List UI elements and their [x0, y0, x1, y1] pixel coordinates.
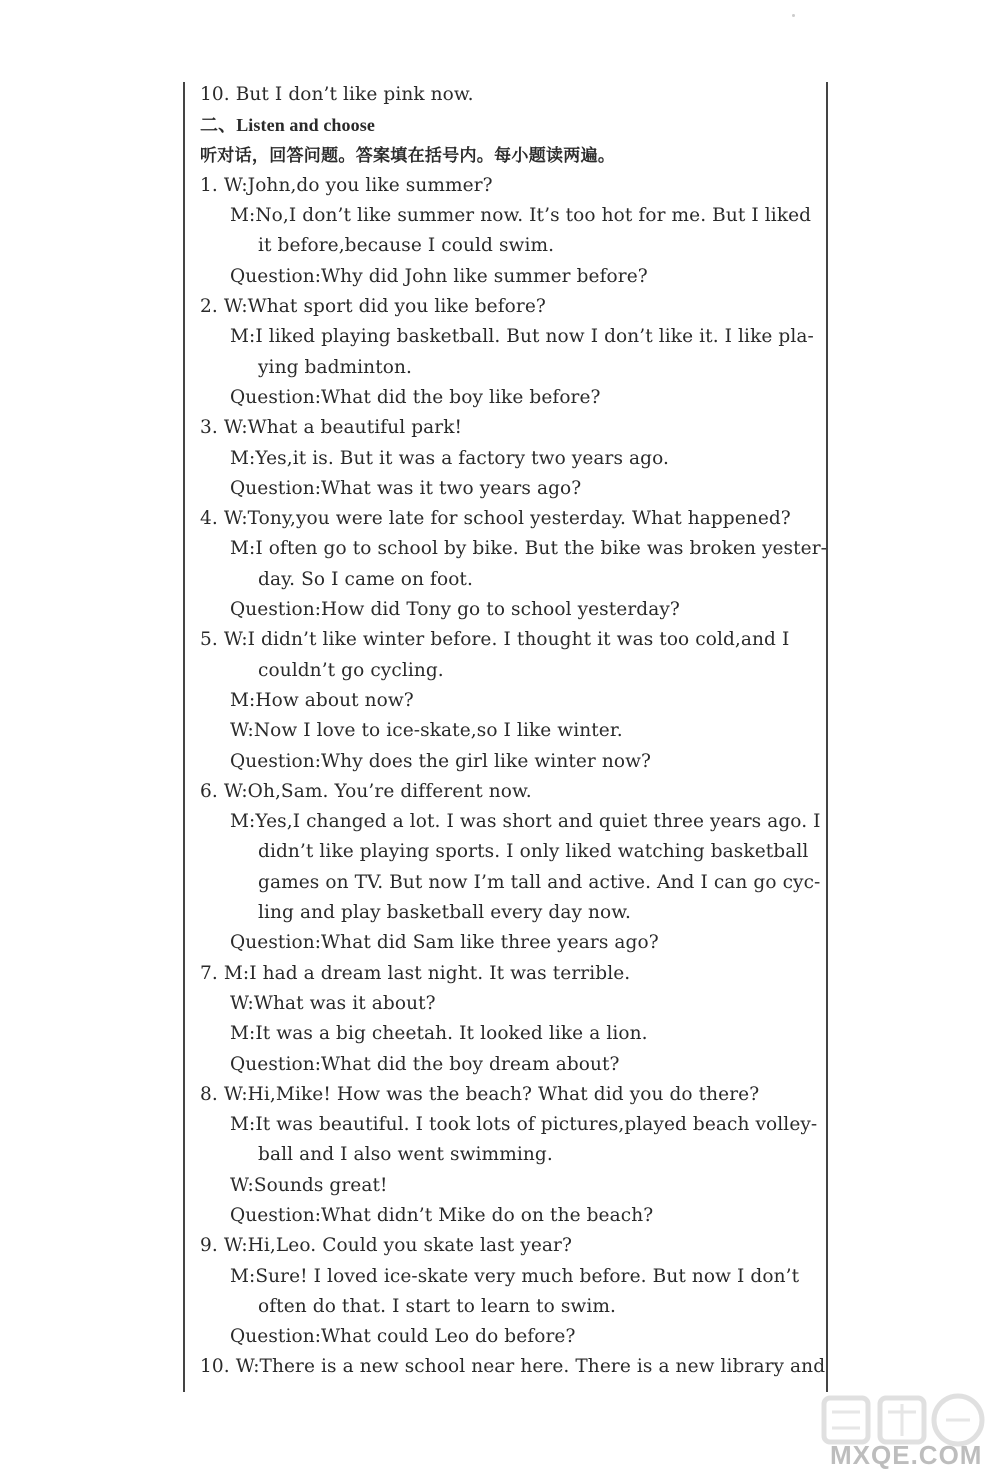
text-line: M:I liked playing basketball. But now I don’t like it. I like pla- [230, 326, 814, 348]
text-line: ball and I also went swimming. [258, 1144, 553, 1166]
text-line: 1. W:John,do you like summer? [200, 174, 493, 196]
text-line: 10. But I don’t like pink now. [200, 84, 474, 105]
scan-speck [792, 14, 795, 17]
text-line: 9. W:Hi,Leo. Could you skate last year? [200, 1235, 572, 1257]
text-line: couldn’t go cycling. [258, 659, 444, 681]
text-line: M:Sure! I loved ice-skate very much before. But now I don’t [230, 1265, 800, 1287]
text-line: 4. W:Tony,you were late for school yesterday. What happened? [200, 508, 791, 530]
text-line: 3. W:What a beautiful park! [200, 417, 463, 439]
text-line: Question:How did Tony go to school yesterday? [230, 599, 680, 621]
text-line: 6. W:Oh,Sam. You’re different now. [200, 780, 532, 802]
text-line: W:Sounds great! [230, 1174, 388, 1196]
watermark-site-text: MXQE.COM [830, 1440, 983, 1470]
text-line: Question:What didn’t Mike do on the beach? [230, 1204, 654, 1226]
text-line: 2. W:What sport did you like before? [200, 296, 546, 318]
text-line: Question:Why does the girl like winter now? [230, 750, 652, 772]
text-line: 10. W:There is a new school near here. There is a new library and [200, 1356, 826, 1378]
text-line: W:What was it about? [230, 992, 436, 1014]
text-line: M:How about now? [230, 689, 414, 711]
text-line: M:Yes,I changed a lot. I was short and quiet three years ago. I [230, 811, 821, 833]
section-instructions: 听对话，回答问题。答案填在括号内。每小题读两遍。 [200, 145, 616, 166]
text-line: didn’t like playing sports. I only liked watching basketball [258, 841, 809, 863]
text-line: 8. W:Hi,Mike! How was the beach? What did you do there? [200, 1083, 760, 1105]
text-line: day. So I came on foot. [258, 568, 473, 590]
section-heading: 二、Listen and choose [200, 115, 375, 136]
text-line: ling and play basketball every day now. [258, 902, 632, 924]
right-margin-rule [826, 82, 828, 1392]
text-line: Question:Why did John like summer before? [230, 265, 648, 287]
text-line: Question:What did the boy like before? [230, 386, 601, 408]
text-line: 7. M:I had a dream last night. It was terrible. [200, 962, 631, 984]
text-line: Question:What could Leo do before? [230, 1326, 576, 1348]
text-line: W:Now I love to ice-skate,so I like winter. [230, 720, 623, 742]
text-line: M:No,I don’t like summer now. It’s too hot for me. But I liked [230, 205, 812, 227]
text-line: Question:What was it two years ago? [230, 477, 582, 499]
transcript-body [200, 80, 828, 1383]
text-line: Question:What did Sam like three years ago? [230, 932, 659, 954]
text-line: M:It was beautiful. I took lots of pictures,played beach volley- [230, 1114, 818, 1136]
text-line: 5. W:I didn’t like winter before. I thought it was too cold,and I [200, 629, 790, 651]
text-line: it before,because I could swim. [258, 235, 555, 257]
left-margin-rule [183, 82, 185, 1392]
text-line: often do that. I start to learn to swim. [258, 1295, 617, 1317]
text-line: M:I often go to school by bike. But the bike was broken yester- [230, 538, 828, 560]
text-line: games on TV. But now I’m tall and active. And I can go cyc- [258, 871, 821, 893]
text-line: Question:What did the boy dream about? [230, 1053, 620, 1075]
text-line: M:Yes,it is. But it was a factory two years ago. [230, 447, 669, 469]
text-line: M:It was a big cheetah. It looked like a lion. [230, 1023, 648, 1045]
text-line: ying badminton. [258, 356, 412, 378]
